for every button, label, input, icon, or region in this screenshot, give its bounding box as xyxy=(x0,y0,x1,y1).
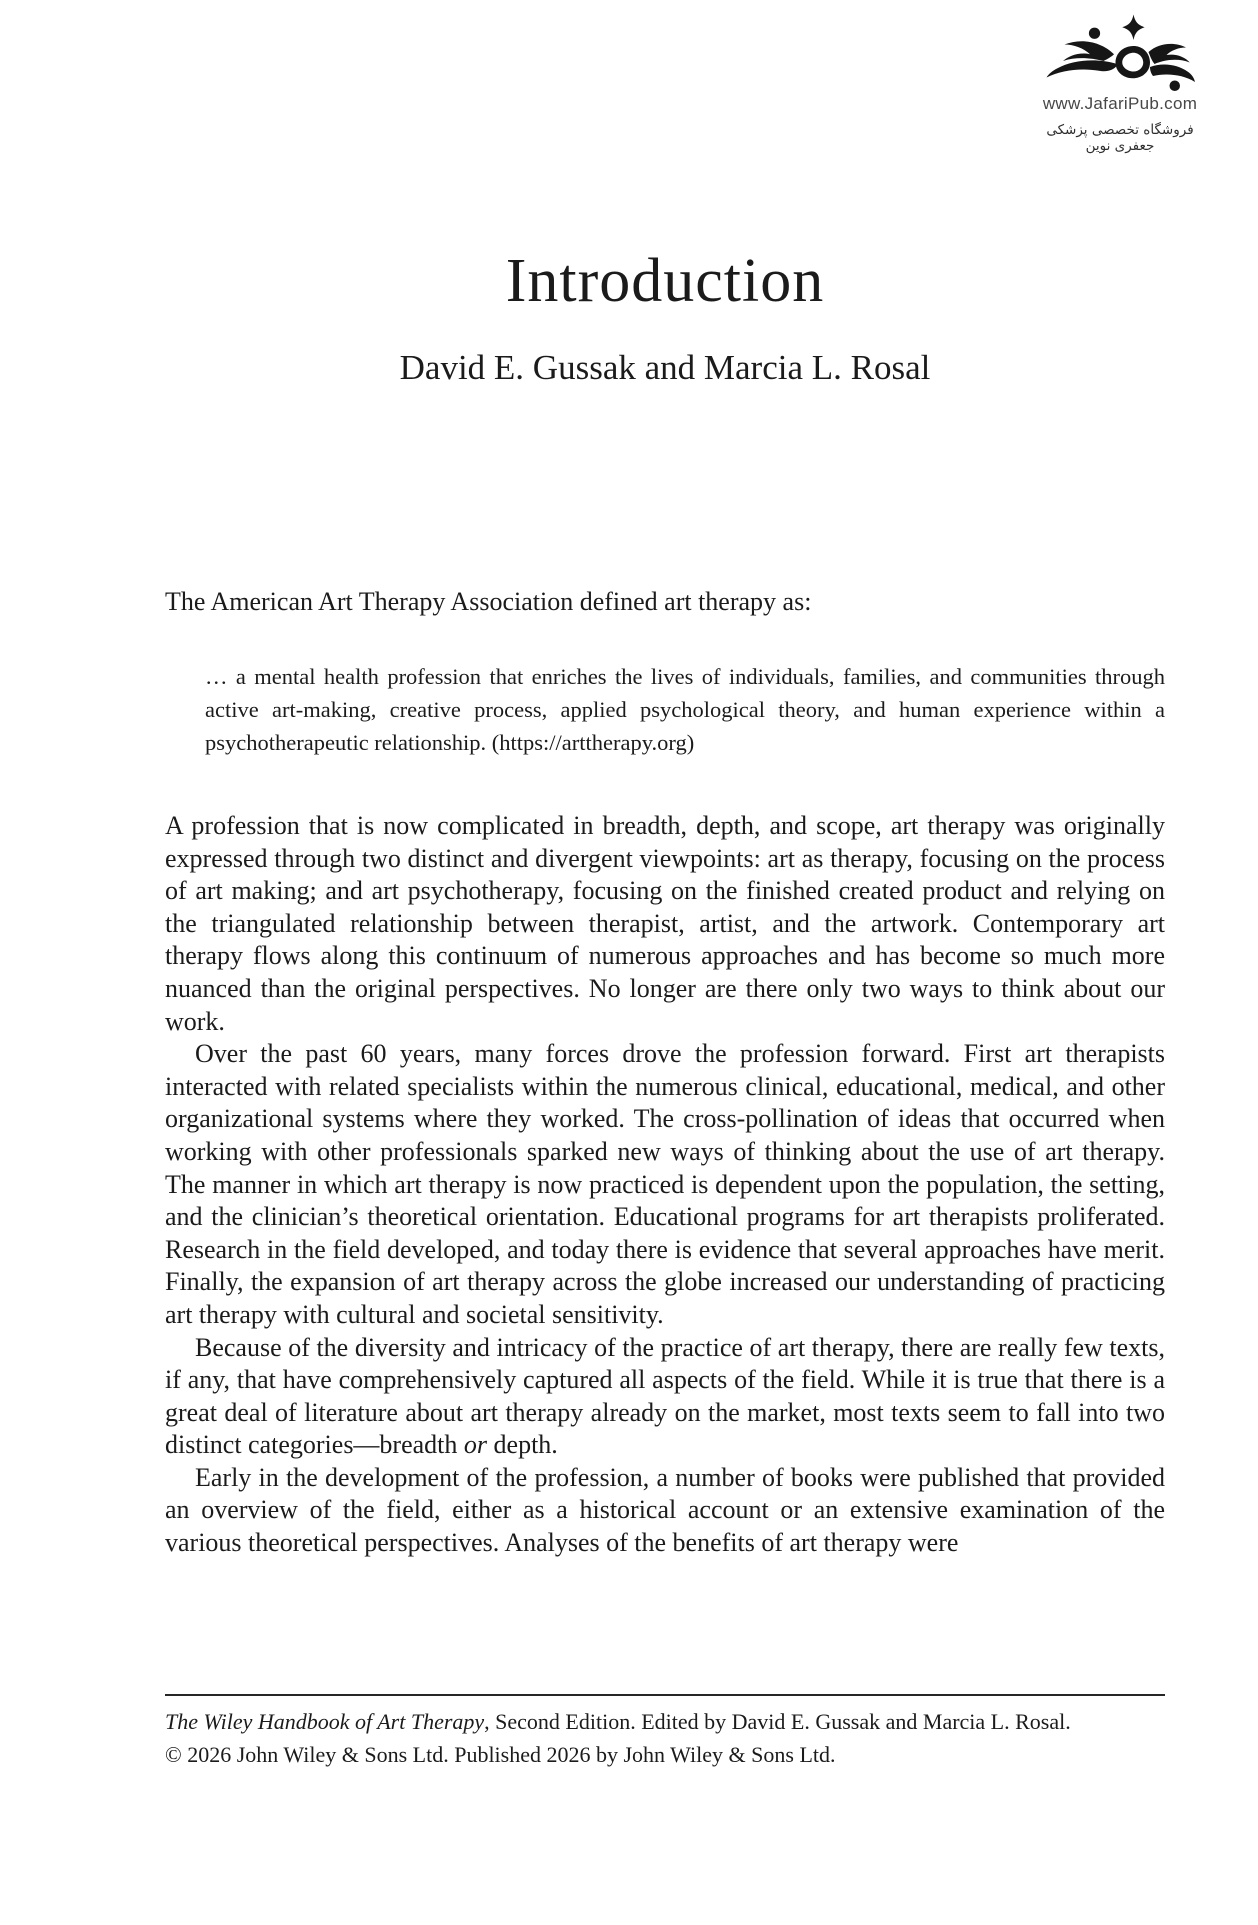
definition-blockquote: … a mental health profession that enriches the lives of individuals, families, and communities through active art-making, creative process, applied psychological theory, and human experience within a psychotherapeutic relationship. (https://arttherapy.org) xyxy=(205,664,1165,755)
paragraph-3-italic-or: or xyxy=(463,1430,488,1460)
publisher-tagline-farsi: فروشگاه تخصصی پزشکی جعفری نوین xyxy=(1046,122,1194,154)
footnote-citation xyxy=(165,1705,1165,1738)
lead-in-sentence: The American Art Therapy Association defined art therapy as: xyxy=(165,587,812,616)
paragraph-4: Early in the development of the profession, a number of books were published that provided an overview of the field, either as a historical account or an extensive examination of the various theoretical perspectives. Analyses of the benefits of art therapy were xyxy=(165,1462,1165,1558)
body-text xyxy=(165,810,1165,1560)
paragraph-3 xyxy=(165,1332,1165,1462)
copyright-footnote xyxy=(165,1694,1165,1771)
publisher-url: www.JafariPub.com xyxy=(1042,94,1198,113)
footnote-citation-rest: , Second Edition. Edited by David E. Gussak and Marcia L. Rosal. xyxy=(484,1709,1071,1734)
paragraph-2: Over the past 60 years, many forces drove the profession forward. First art therapists interacted with related specialists within the numerous clinical, educational, medical, and other organizational systems where they worked. The cross-pollination of ideas that occurred when working with other professionals sparked new ways of thinking about the use of art therapy. The manner in which art therapy is now practiced is dependent upon the population, the setting, and the clinician’s theoretical orientation. Educational programs for art therapists proliferated. Research in the field developed, and today there is evidence that several approaches have merit. Finally, the expansion of art therapy across the globe increased our understanding of practicing art therapy with cultural and societal sensitivity. xyxy=(165,1039,1165,1329)
paragraph-3-text-end: depth. xyxy=(487,1430,558,1460)
book-title-italic: The Wiley Handbook of Art Therapy xyxy=(165,1709,485,1734)
jafari-calligraphy-logo-icon xyxy=(1045,12,1195,92)
chapter-title: Introduction xyxy=(505,247,825,315)
footnote-rule xyxy=(165,1694,1165,1696)
paragraph-1: A profession that is now complicated in breadth, depth, and scope, art therapy was originally expressed through two distinct and divergent viewpoints: art as therapy, focusing on the process of art making; and art psychotherapy, focusing on the finished created product and relying on the triangulated relationship between therapist, artist, and the artwork. Contemporary art therapy flows along this continuum of numerous approaches and has become so much more nuanced than the original perspectives. No longer are there only two ways to think about our work. xyxy=(165,811,1165,1036)
publisher-watermark xyxy=(1040,12,1200,154)
footnote-copyright: © 2026 John Wiley & Sons Ltd. Published 2026 by John Wiley & Sons Ltd. xyxy=(165,1742,836,1767)
chapter-authors: David E. Gussak and Marcia L. Rosal xyxy=(399,348,931,387)
paragraph-3-text: Because of the diversity and intricacy of the practice of art therapy, there are really few texts, if any, that have comprehensively captured all aspects of the field. While it is true that there is a great deal of literature about art therapy already on the market, most texts seem to fall into two distinct categories—breadth xyxy=(165,1332,1165,1460)
